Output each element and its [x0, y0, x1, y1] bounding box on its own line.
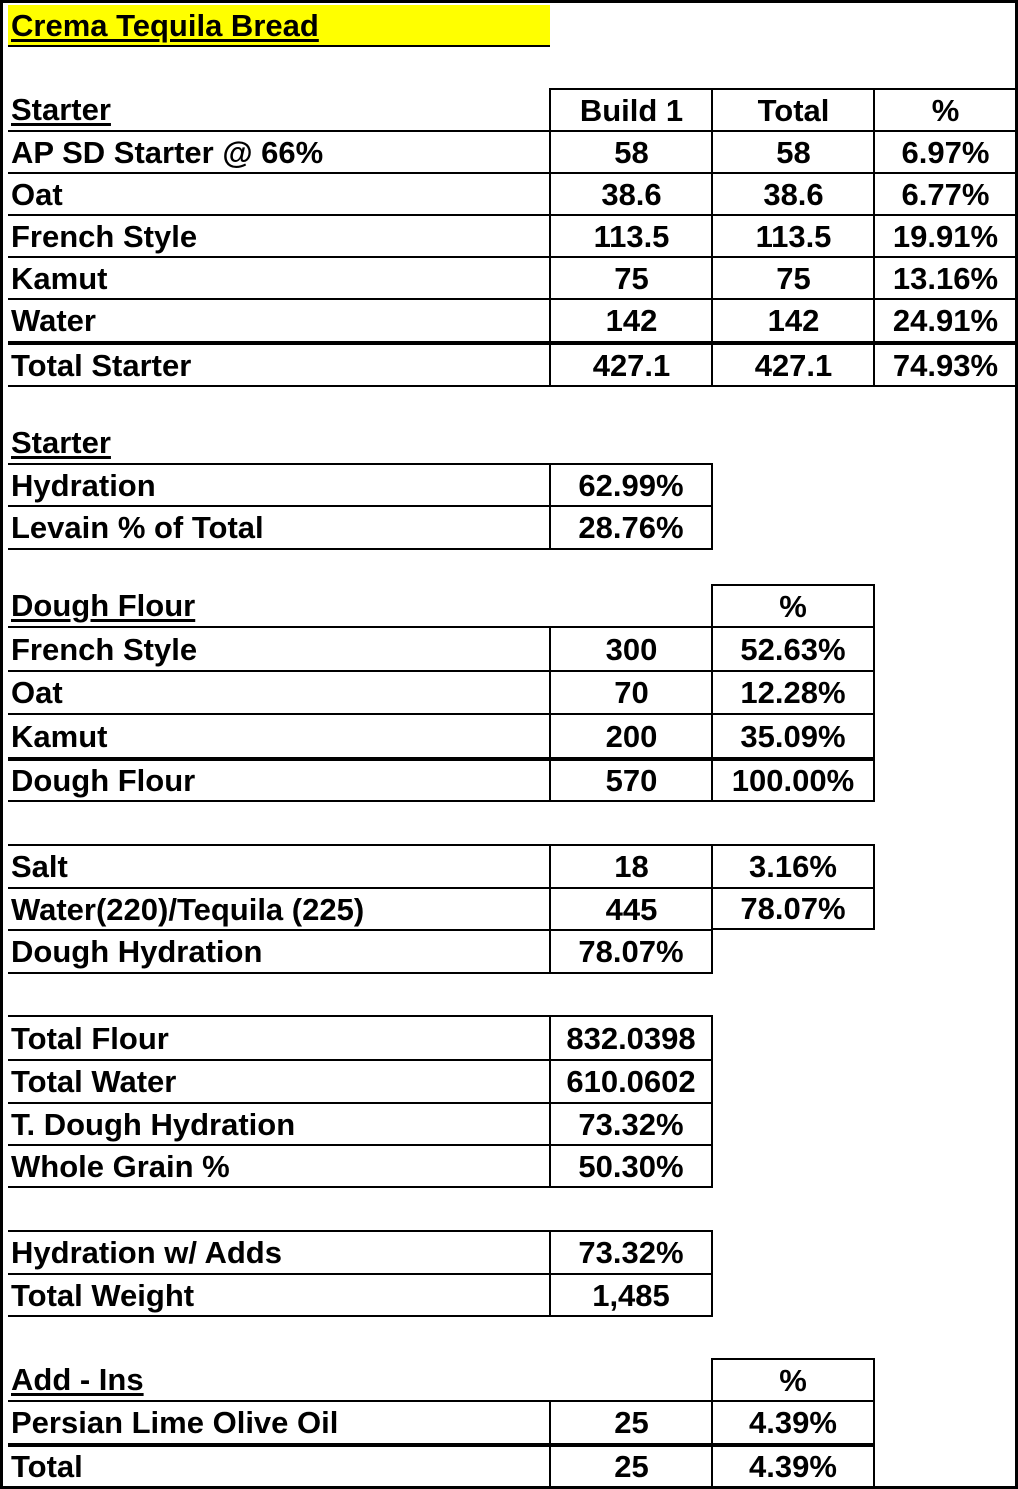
percent-cell[interactable]: 3.16% — [711, 844, 875, 887]
row-label[interactable]: Water(220)/Tequila (225) — [8, 887, 550, 930]
value-cell[interactable]: 445 — [549, 887, 712, 930]
row-label[interactable]: Oat — [8, 172, 550, 214]
value-cell[interactable]: 832.0398 — [549, 1015, 713, 1059]
build1-cell[interactable]: 75 — [549, 256, 712, 298]
percent-cell[interactable]: 6.97% — [873, 130, 1018, 172]
total-cell[interactable]: 75 — [711, 256, 874, 298]
percent-cell[interactable]: 4.39% — [711, 1400, 875, 1443]
percent-cell[interactable]: 19.91% — [873, 214, 1018, 256]
row-label[interactable]: T. Dough Hydration — [8, 1102, 550, 1144]
column-header-total[interactable]: Total — [711, 88, 874, 130]
row-label[interactable]: Total Starter — [8, 341, 550, 387]
percent-cell[interactable]: 78.07% — [711, 887, 875, 930]
percent-cell[interactable]: 12.28% — [711, 670, 875, 713]
build1-total-cell[interactable]: 427.1 — [549, 341, 712, 387]
build1-cell[interactable]: 142 — [549, 298, 712, 341]
row-label[interactable]: Oat — [8, 670, 550, 713]
row-label[interactable]: Hydration w/ Adds — [8, 1230, 550, 1273]
build1-cell[interactable]: 58 — [549, 130, 712, 172]
build1-cell[interactable]: 113.5 — [549, 214, 712, 256]
starter-stats-heading: Starter — [11, 424, 111, 460]
percent-cell[interactable]: 24.91% — [873, 298, 1018, 341]
row-label[interactable]: Kamut — [8, 713, 550, 757]
row-label[interactable]: Water — [8, 298, 550, 341]
row-label[interactable]: Total — [8, 1443, 550, 1486]
value-total-cell[interactable]: 570 — [549, 757, 712, 802]
total-total-cell[interactable]: 427.1 — [711, 341, 874, 387]
row-label[interactable]: Salt — [8, 844, 550, 887]
dough-flour-heading: Dough Flour — [11, 587, 196, 623]
total-cell[interactable]: 58 — [711, 130, 874, 172]
column-header-percent[interactable]: % — [873, 88, 1018, 130]
row-label[interactable]: French Style — [8, 214, 550, 256]
percent-cell[interactable]: 52.63% — [711, 626, 875, 670]
value-cell[interactable]: 300 — [549, 626, 712, 670]
value-cell[interactable]: 73.32% — [549, 1230, 713, 1273]
percent-cell[interactable]: 6.77% — [873, 172, 1018, 214]
percent-total-cell[interactable]: 100.00% — [711, 757, 875, 802]
build1-cell[interactable]: 38.6 — [549, 172, 712, 214]
percent-cell[interactable]: 13.16% — [873, 256, 1018, 298]
total-cell[interactable]: 142 — [711, 298, 874, 341]
value-cell[interactable]: 610.0602 — [549, 1059, 713, 1102]
row-label[interactable]: Whole Grain % — [8, 1144, 550, 1188]
total-cell[interactable]: 38.6 — [711, 172, 874, 214]
percent-total-cell[interactable]: 4.39% — [711, 1443, 875, 1486]
value-cell[interactable]: 1,485 — [549, 1273, 713, 1317]
column-header-percent[interactable]: % — [711, 584, 875, 626]
value-cell[interactable]: 62.99% — [549, 463, 713, 505]
row-label[interactable]: Levain % of Total — [8, 505, 550, 550]
column-header-percent[interactable]: % — [711, 1358, 875, 1400]
total-cell[interactable]: 113.5 — [711, 214, 874, 256]
value-total-cell[interactable]: 25 — [549, 1443, 712, 1486]
row-label[interactable]: Dough Hydration — [8, 929, 550, 974]
row-label[interactable]: Total Flour — [8, 1015, 550, 1059]
value-cell[interactable]: 70 — [549, 670, 712, 713]
percent-total-cell[interactable]: 74.93% — [873, 341, 1018, 387]
row-label[interactable]: Kamut — [8, 256, 550, 298]
value-cell[interactable]: 50.30% — [549, 1144, 713, 1188]
value-cell[interactable]: 25 — [549, 1400, 712, 1443]
row-label[interactable]: Total Water — [8, 1059, 550, 1102]
row-label[interactable]: Dough Flour — [8, 757, 550, 802]
row-label[interactable]: Persian Lime Olive Oil — [8, 1400, 550, 1443]
add-ins-heading: Add - Ins — [11, 1361, 144, 1397]
starter-heading: Starter — [11, 91, 111, 127]
value-cell[interactable]: 200 — [549, 713, 712, 757]
recipe-title-text: Crema Tequila Bread — [11, 7, 319, 43]
percent-cell[interactable]: 35.09% — [711, 713, 875, 757]
row-label[interactable]: French Style — [8, 626, 550, 670]
row-label[interactable]: Total Weight — [8, 1273, 550, 1317]
value-cell[interactable]: 78.07% — [549, 929, 713, 974]
value-cell[interactable]: 18 — [549, 844, 712, 887]
column-header-build1[interactable]: Build 1 — [549, 88, 712, 130]
recipe-title[interactable] — [8, 5, 550, 47]
row-label[interactable]: Hydration — [8, 463, 550, 505]
value-cell[interactable]: 73.32% — [549, 1102, 713, 1144]
row-label[interactable]: AP SD Starter @ 66% — [8, 130, 550, 172]
value-cell[interactable]: 28.76% — [549, 505, 713, 550]
